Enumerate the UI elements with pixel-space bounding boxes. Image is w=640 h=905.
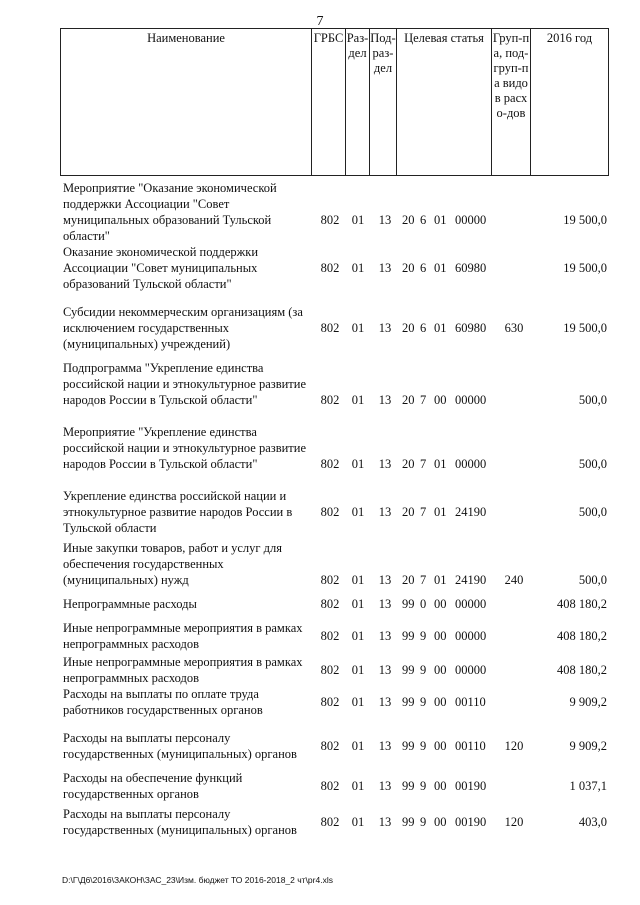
row-amount: 500,0: [578, 457, 607, 471]
row-podrazdel: 13: [378, 815, 392, 829]
table-row: [0, 180, 640, 244]
row-name: Иные непрограммные мероприятия в рамках непрограммных расходов: [63, 621, 303, 651]
row-target-subprogram: 7: [420, 573, 427, 587]
row-podrazdel: 13: [378, 261, 392, 275]
row-target-event: 01: [434, 321, 447, 335]
row-target-event: 01: [434, 457, 447, 471]
row-target-subprogram: 6: [420, 261, 427, 275]
row-target-subprogram: 9: [420, 695, 427, 709]
row-target-direction: 60980: [455, 261, 487, 275]
table-row: [0, 424, 640, 488]
row-target-program: 20: [402, 261, 415, 275]
row-grbs: 802: [320, 597, 340, 611]
row-amount: 500,0: [578, 573, 607, 587]
row-podrazdel: 13: [378, 505, 392, 519]
footer-file-path: D:\Г\Д6\2016\ЗАКОН\ЗАС_23\Изм. бюджет ТО 2016-2018_2 чт\pr4.xls: [62, 875, 333, 885]
row-razdel: 01: [351, 261, 365, 275]
table-row: [0, 686, 640, 718]
row-grbs: 802: [320, 663, 340, 677]
row-target-program: 99: [402, 597, 415, 611]
row-target-event: 00: [434, 597, 447, 611]
row-expense-group: 120: [504, 815, 524, 829]
header-razdel: Раз-дел: [345, 28, 369, 176]
row-podrazdel: 13: [378, 779, 392, 793]
row-podrazdel: 13: [378, 629, 392, 643]
row-razdel: 01: [351, 815, 365, 829]
row-target-event: 00: [434, 739, 447, 753]
row-target-subprogram: 6: [420, 213, 427, 227]
row-target-direction: 00110: [455, 695, 486, 709]
row-razdel: 01: [351, 597, 365, 611]
row-target-direction: 24190: [455, 573, 487, 587]
row-target-direction: 00110: [455, 739, 486, 753]
row-target-program: 99: [402, 815, 415, 829]
row-target-direction: 24190: [455, 505, 487, 519]
table-row: [0, 244, 640, 292]
row-target-event: 00: [434, 393, 447, 407]
row-razdel: 01: [351, 321, 365, 335]
row-podrazdel: 13: [378, 457, 392, 471]
row-target-event: 01: [434, 573, 447, 587]
row-target-event: 00: [434, 695, 447, 709]
row-target-event: 01: [434, 213, 447, 227]
row-expense-group: 630: [504, 321, 524, 335]
header-group: Груп-па, под-груп-па видов расхо-дов: [491, 28, 530, 176]
row-target-subprogram: 9: [420, 629, 427, 643]
row-target-subprogram: 9: [420, 815, 427, 829]
row-grbs: 802: [320, 695, 340, 709]
header-grbs: ГРБС: [311, 28, 345, 176]
row-name: Мероприятие "Укрепление единства российской нации и этнокультурное развитие народов России в Тульской области": [63, 425, 306, 471]
header-name: Наименование: [60, 28, 311, 176]
row-amount: 9 909,2: [569, 739, 607, 753]
row-target-program: 99: [402, 779, 415, 793]
row-amount: 500,0: [578, 393, 607, 407]
row-expense-group: 120: [504, 739, 524, 753]
row-amount: 500,0: [578, 505, 607, 519]
row-name: Оказание экономической поддержки Ассоциации "Совет муниципальных образований Тульской области": [63, 245, 259, 291]
row-target-direction: 00190: [455, 779, 487, 793]
row-target-event: 00: [434, 815, 447, 829]
row-grbs: 802: [320, 573, 340, 587]
row-target-program: 20: [402, 213, 415, 227]
row-target-direction: 00000: [455, 457, 487, 471]
row-grbs: 802: [320, 393, 340, 407]
row-name: Непрограммные расходы: [63, 597, 197, 611]
row-podrazdel: 13: [378, 739, 392, 753]
row-target-program: 99: [402, 695, 415, 709]
row-target-direction: 00000: [455, 663, 487, 677]
row-name: Расходы на выплаты персоналу государственных (муниципальных) органов: [63, 731, 297, 761]
table-row: [0, 360, 640, 424]
header-target-article: Целевая статья: [396, 28, 491, 176]
table-row: [0, 654, 640, 686]
table-row: [0, 304, 640, 352]
row-target-program: 20: [402, 393, 415, 407]
row-grbs: 802: [320, 779, 340, 793]
row-expense-group: 240: [504, 573, 524, 587]
row-podrazdel: 13: [378, 573, 392, 587]
row-grbs: 802: [320, 321, 340, 335]
row-target-direction: 00000: [455, 393, 487, 407]
row-podrazdel: 13: [378, 597, 392, 611]
table-row: [0, 806, 640, 838]
row-target-subprogram: 9: [420, 779, 427, 793]
row-name: Мероприятие "Оказание экономической поддержки Ассоциации "Совет муниципальных образований Тульской области": [63, 181, 277, 243]
row-target-subprogram: 9: [420, 663, 427, 677]
row-grbs: 802: [320, 457, 340, 471]
row-name: Подпрограмма "Укрепление единства российской нации и этнокультурное развитие народов России в Тульской области": [63, 361, 306, 407]
row-target-subprogram: 7: [420, 457, 427, 471]
row-razdel: 01: [351, 739, 365, 753]
row-amount: 19 500,0: [563, 321, 607, 335]
row-razdel: 01: [351, 629, 365, 643]
row-amount: 408 180,2: [557, 629, 607, 643]
row-target-program: 99: [402, 739, 415, 753]
table-row: [0, 488, 640, 540]
row-target-program: 20: [402, 457, 415, 471]
header-podrazdel: Под-раз-дел: [369, 28, 396, 176]
row-amount: 408 180,2: [557, 597, 607, 611]
row-razdel: 01: [351, 457, 365, 471]
row-amount: 9 909,2: [569, 695, 607, 709]
row-podrazdel: 13: [378, 393, 392, 407]
row-amount: 19 500,0: [563, 213, 607, 227]
row-target-direction: 00000: [455, 213, 487, 227]
row-name: Иные закупки товаров, работ и услуг для обеспечения государственных (муниципальных) нужд: [63, 541, 283, 587]
row-name: Расходы на выплаты по оплате труда работников государственных органов: [63, 687, 263, 717]
row-razdel: 01: [351, 573, 365, 587]
row-target-event: 00: [434, 779, 447, 793]
row-razdel: 01: [351, 505, 365, 519]
table-row: [0, 620, 640, 652]
row-target-program: 20: [402, 573, 415, 587]
header-year: 2016 год: [530, 28, 609, 176]
row-name: Укрепление единства российской нации и этнокультурное развитие народов России в Тульской области: [63, 489, 293, 535]
page-number: 7: [316, 14, 324, 29]
row-razdel: 01: [351, 779, 365, 793]
row-name: Расходы на выплаты персоналу государственных (муниципальных) органов: [63, 807, 297, 837]
row-target-event: 01: [434, 261, 447, 275]
table-row: [0, 540, 640, 596]
row-razdel: 01: [351, 663, 365, 677]
row-grbs: 802: [320, 739, 340, 753]
row-target-event: 00: [434, 629, 447, 643]
row-target-event: 00: [434, 663, 447, 677]
row-amount: 1 037,1: [569, 779, 607, 793]
row-amount: 403,0: [578, 815, 607, 829]
row-target-subprogram: 7: [420, 393, 427, 407]
table-row: [0, 596, 640, 616]
row-podrazdel: 13: [378, 321, 392, 335]
row-target-subprogram: 7: [420, 505, 427, 519]
row-razdel: 01: [351, 213, 365, 227]
row-target-program: 99: [402, 629, 415, 643]
row-target-direction: 00190: [455, 815, 487, 829]
row-podrazdel: 13: [378, 663, 392, 677]
row-name: Иные непрограммные мероприятия в рамках непрограммных расходов: [63, 655, 303, 685]
table-row: [0, 730, 640, 762]
row-target-direction: 00000: [455, 597, 487, 611]
row-grbs: 802: [320, 213, 340, 227]
row-target-direction: 60980: [455, 321, 487, 335]
row-podrazdel: 13: [378, 695, 392, 709]
row-name: Субсидии некоммерческим организациям (за исключением государственных (муниципальных) учреждений): [63, 305, 303, 351]
row-grbs: 802: [320, 815, 340, 829]
row-grbs: 802: [320, 261, 340, 275]
table-row: [0, 770, 640, 802]
row-target-program: 20: [402, 321, 415, 335]
row-target-program: 20: [402, 505, 415, 519]
row-razdel: 01: [351, 393, 365, 407]
row-podrazdel: 13: [378, 213, 392, 227]
row-amount: 408 180,2: [557, 663, 607, 677]
row-target-event: 01: [434, 505, 447, 519]
row-target-subprogram: 6: [420, 321, 427, 335]
row-grbs: 802: [320, 505, 340, 519]
row-target-direction: 00000: [455, 629, 487, 643]
row-name: Расходы на обеспечение функций государственных органов: [63, 771, 243, 801]
row-target-subprogram: 9: [420, 739, 427, 753]
row-amount: 19 500,0: [563, 261, 607, 275]
row-grbs: 802: [320, 629, 340, 643]
row-razdel: 01: [351, 695, 365, 709]
row-target-program: 99: [402, 663, 415, 677]
row-target-subprogram: 0: [420, 597, 427, 611]
